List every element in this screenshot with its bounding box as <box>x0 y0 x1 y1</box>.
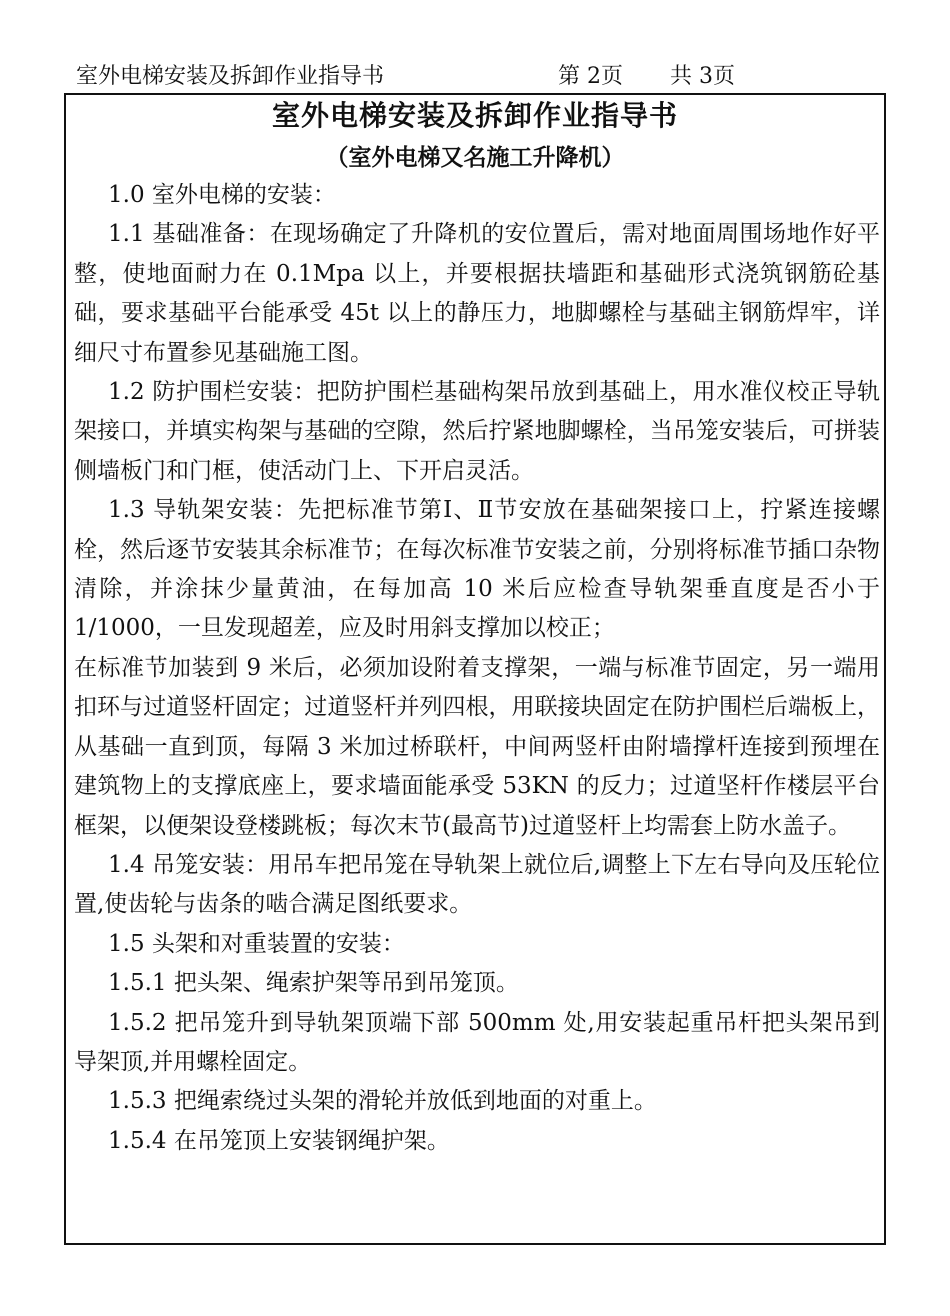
paragraph-1-5-1: 1.5.1 把头架、绳索护架等吊到吊笼顶。 <box>108 970 519 997</box>
paragraph-1-3-continued: 在标准节加装到 9 米后，必须加设附着支撑架，一端与标准节固定，另一端用扣环与过道竖杆固定；过道竖杆并列四根，用联接块固定在防护围栏后端板上，从基础一直到顶，每隔 3 米加过桥联杆，中间两竖杆由附墙撑杆连接到预埋在建筑物上的支撑底座上，要求墙面能承受 53KN 的反力；过道坚杆作楼层平台框架，以便架设登楼跳板；每次末节(最高节)过道竖杆上均需套上防水盖子。 <box>74 654 880 839</box>
document-body <box>74 176 880 1161</box>
paragraph-1-5-4: 1.5.4 在吊笼顶上安装钢绳护架。 <box>108 1127 450 1154</box>
running-header <box>76 62 876 92</box>
paragraph-1-5-3: 1.5.3 把绳索绕过头架的滑轮并放低到地面的对重上。 <box>108 1088 657 1115</box>
section-heading-1-0: 1.0 室外电梯的安装： <box>108 182 336 208</box>
document-subtitle: （室外电梯又名施工升降机） <box>325 144 625 171</box>
header-total-pages: 共 3页 <box>670 64 735 89</box>
document-title: 室外电梯安装及拆卸作业指导书 <box>271 99 678 132</box>
paragraph-1-5-2: 1.5.2 把吊笼升到导轨架顶端下部 500mm 处,用安装起重吊杆把头架吊到导架顶,并用螺栓固定。 <box>74 1009 880 1075</box>
paragraph-1-4-cage: 1.4 吊笼安装：用吊车把吊笼在导轨架上就位后,调整上下左右导向及压轮位置,使齿轮与齿条的啮合满足图纸要求。 <box>74 851 880 918</box>
section-heading-1-5: 1.5 头架和对重装置的安装： <box>108 930 405 957</box>
paragraph-1-1-foundation: 1.1 基础准备：在现场确定了升降机的安位置后，需对地面周围场地作好平整，使地面耐力在 0.1Mpa 以上，并要根据扶墙距和基础形式浇筑钢筋砼基础，要求基础平台能承受 45t 以上的静压力，地脚螺栓与基础主钢筋焊牢，详细尺寸布置参见基础施工图。 <box>74 221 880 366</box>
paragraph-1-2-fence: 1.2 防护围栏安装：把防护围栏基础构架吊放到基础上，用水准仪校正导轨架接口，并填实构架与基础的空隙，然后拧紧地脚螺栓，当吊笼安装后，可拼装侧墙板门和门框，使活动门上、下开启灵活。 <box>74 379 880 484</box>
header-page-number: 第 2页 <box>558 64 623 89</box>
paragraph-1-3-rail: 1.3 导轨架安装：先把标准节第Ⅰ、Ⅱ节安放在基础架接口上，拧紧连接螺栓，然后逐节安装其余标准节；在每次标准节安装之前，分别将标准节插口杂物清除，并涂抹少量黄油，在每加高 10 米后应检查导轨架垂直度是否小于 1/1000，一旦发现超差，应及时用斜支撑加以校正； <box>74 497 880 642</box>
header-title: 室外电梯安装及拆卸作业指导书 <box>76 64 385 89</box>
